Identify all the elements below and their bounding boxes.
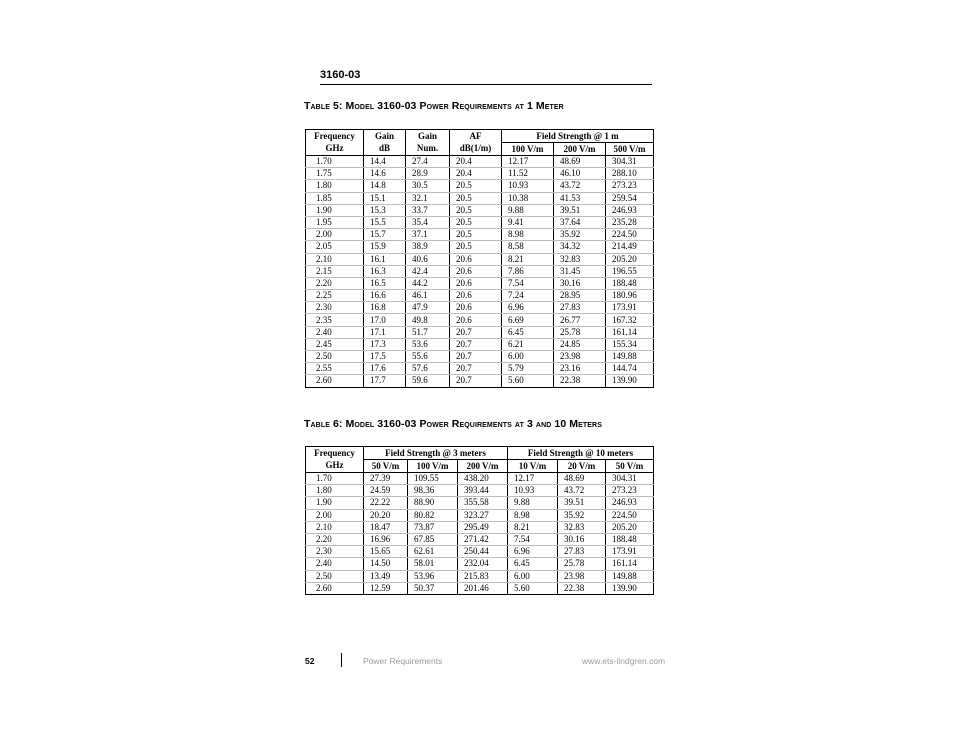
table-cell: 23.98 bbox=[558, 570, 606, 582]
table-cell: 35.92 bbox=[558, 509, 606, 521]
table-row bbox=[306, 533, 654, 545]
table-cell: 355.58 bbox=[458, 497, 508, 509]
table-cell: 5.79 bbox=[502, 363, 554, 375]
col-header-200vm: 200 V/m bbox=[554, 143, 606, 156]
col-header-frequency: Frequency bbox=[306, 447, 364, 460]
col-unit-frequency: GHz bbox=[306, 143, 364, 156]
table-cell: 1.80 bbox=[306, 180, 364, 192]
table-cell: 16.3 bbox=[364, 265, 406, 277]
col-unit-frequency: GHz bbox=[306, 460, 364, 473]
table-cell: 17.7 bbox=[364, 375, 406, 387]
table-row bbox=[306, 253, 654, 265]
table-cell: 5.60 bbox=[502, 375, 554, 387]
table-cell: 167.32 bbox=[606, 314, 654, 326]
table-cell: 38.9 bbox=[406, 241, 450, 253]
col-group-field-strength-1m: Field Strength @ 1 m bbox=[502, 130, 654, 143]
table-row bbox=[306, 338, 654, 350]
table-cell: 13.49 bbox=[364, 570, 408, 582]
table-cell: 17.0 bbox=[364, 314, 406, 326]
table-cell: 88.90 bbox=[408, 497, 458, 509]
table-cell: 15.9 bbox=[364, 241, 406, 253]
table-cell: 7.54 bbox=[508, 533, 558, 545]
table-cell: 2.40 bbox=[306, 558, 364, 570]
table-row bbox=[306, 204, 654, 216]
table-cell: 34.32 bbox=[554, 241, 606, 253]
table-cell: 14.4 bbox=[364, 156, 406, 168]
table-cell: 28.95 bbox=[554, 290, 606, 302]
table-cell: 27.39 bbox=[364, 473, 408, 485]
table-row bbox=[306, 216, 654, 228]
table-cell: 173.91 bbox=[606, 302, 654, 314]
table-cell: 2.10 bbox=[306, 253, 364, 265]
table-cell: 16.5 bbox=[364, 277, 406, 289]
table5-caption: Table 5: Model 3160-03 Power Requirements at 1 Meter bbox=[304, 100, 564, 112]
table-row bbox=[306, 277, 654, 289]
page-number: 52 bbox=[305, 656, 315, 666]
table-cell: 235.28 bbox=[606, 216, 654, 228]
table-cell: 98.36 bbox=[408, 485, 458, 497]
table-cell: 205.20 bbox=[606, 253, 654, 265]
table-row bbox=[306, 582, 654, 594]
table-cell: 39.51 bbox=[558, 497, 606, 509]
table-cell: 27.4 bbox=[406, 156, 450, 168]
table-cell: 20.5 bbox=[450, 229, 502, 241]
col-header-gain: Gain bbox=[364, 130, 406, 143]
table-cell: 30.16 bbox=[558, 533, 606, 545]
table-cell: 2.05 bbox=[306, 241, 364, 253]
table-row bbox=[306, 156, 654, 168]
table-cell: 2.20 bbox=[306, 277, 364, 289]
table-cell: 8.98 bbox=[508, 509, 558, 521]
table-cell: 24.59 bbox=[364, 485, 408, 497]
table-row bbox=[306, 521, 654, 533]
table-cell: 50.37 bbox=[408, 582, 458, 594]
table-cell: 14.6 bbox=[364, 168, 406, 180]
table-row bbox=[306, 363, 654, 375]
col-unit-gain-num: Num. bbox=[406, 143, 450, 156]
table-cell: 35.92 bbox=[554, 229, 606, 241]
table-cell: 2.40 bbox=[306, 326, 364, 338]
table-cell: 224.50 bbox=[606, 509, 654, 521]
table-cell: 9.88 bbox=[502, 204, 554, 216]
table-cell: 14.50 bbox=[364, 558, 408, 570]
table-cell: 25.78 bbox=[554, 326, 606, 338]
table-cell: 20.5 bbox=[450, 180, 502, 192]
table-cell: 2.30 bbox=[306, 302, 364, 314]
table5-body bbox=[306, 156, 654, 388]
table-cell: 2.15 bbox=[306, 265, 364, 277]
table-cell: 6.96 bbox=[502, 302, 554, 314]
table6-caption: Table 6: Model 3160-03 Power Requirements at 3 and 10 Meters bbox=[304, 418, 602, 430]
table-cell: 393.44 bbox=[458, 485, 508, 497]
table-cell: 15.1 bbox=[364, 192, 406, 204]
table-cell: 20.6 bbox=[450, 265, 502, 277]
col-header-frequency: Frequency bbox=[306, 130, 364, 143]
table-cell: 17.1 bbox=[364, 326, 406, 338]
table-cell: 2.00 bbox=[306, 509, 364, 521]
table-cell: 41.53 bbox=[554, 192, 606, 204]
table-cell: 161.14 bbox=[606, 326, 654, 338]
page-header bbox=[320, 69, 652, 85]
table-cell: 8.58 bbox=[502, 241, 554, 253]
table-cell: 188.48 bbox=[606, 277, 654, 289]
table-cell: 205.20 bbox=[606, 521, 654, 533]
table-cell: 22.22 bbox=[364, 497, 408, 509]
table-cell: 8.21 bbox=[502, 253, 554, 265]
table-row bbox=[306, 485, 654, 497]
table-cell: 67.85 bbox=[408, 533, 458, 545]
col-unit-af: dB(1/m) bbox=[450, 143, 502, 156]
table-cell: 7.54 bbox=[502, 277, 554, 289]
page-footer bbox=[0, 655, 954, 669]
col-header-10m-50vm: 50 V/m bbox=[606, 460, 654, 473]
col-unit-gain: dB bbox=[364, 143, 406, 156]
table-cell: 27.83 bbox=[554, 302, 606, 314]
table-cell: 1.85 bbox=[306, 192, 364, 204]
table-cell: 9.41 bbox=[502, 216, 554, 228]
table-row bbox=[306, 497, 654, 509]
table-cell: 43.72 bbox=[554, 180, 606, 192]
table-cell: 22.38 bbox=[558, 582, 606, 594]
table-cell: 1.90 bbox=[306, 204, 364, 216]
table-cell: 14.8 bbox=[364, 180, 406, 192]
table-cell: 224.50 bbox=[606, 229, 654, 241]
table-cell: 47.9 bbox=[406, 302, 450, 314]
table-cell: 48.69 bbox=[554, 156, 606, 168]
table-cell: 20.6 bbox=[450, 253, 502, 265]
table-cell: 48.69 bbox=[558, 473, 606, 485]
table-cell: 2.50 bbox=[306, 351, 364, 363]
table-cell: 30.16 bbox=[554, 277, 606, 289]
table-cell: 73.87 bbox=[408, 521, 458, 533]
table-cell: 39.51 bbox=[554, 204, 606, 216]
table-cell: 246.93 bbox=[606, 497, 654, 509]
table-cell: 22.38 bbox=[554, 375, 606, 387]
footer-divider bbox=[341, 653, 342, 667]
table6-body bbox=[306, 473, 654, 595]
table-cell: 18.47 bbox=[364, 521, 408, 533]
table-cell: 8.21 bbox=[508, 521, 558, 533]
table-cell: 33.7 bbox=[406, 204, 450, 216]
table-cell: 12.17 bbox=[502, 156, 554, 168]
table-cell: 20.7 bbox=[450, 326, 502, 338]
footer-section-title: Power Requirements bbox=[363, 656, 443, 666]
table-cell: 273.23 bbox=[606, 485, 654, 497]
table-cell: 10.38 bbox=[502, 192, 554, 204]
table-cell: 26.77 bbox=[554, 314, 606, 326]
table-cell: 20.5 bbox=[450, 216, 502, 228]
table-cell: 6.00 bbox=[508, 570, 558, 582]
table-cell: 32.83 bbox=[558, 521, 606, 533]
col-header-3m-100vm: 100 V/m bbox=[408, 460, 458, 473]
table-cell: 37.64 bbox=[554, 216, 606, 228]
table-cell: 161.14 bbox=[606, 558, 654, 570]
table-cell: 24.85 bbox=[554, 338, 606, 350]
table-cell: 5.60 bbox=[508, 582, 558, 594]
table-cell: 304.31 bbox=[606, 156, 654, 168]
table-cell: 58.01 bbox=[408, 558, 458, 570]
table-row bbox=[306, 180, 654, 192]
table-cell: 16.1 bbox=[364, 253, 406, 265]
table-cell: 2.60 bbox=[306, 582, 364, 594]
table-cell: 8.98 bbox=[502, 229, 554, 241]
table-cell: 51.7 bbox=[406, 326, 450, 338]
table-row bbox=[306, 326, 654, 338]
table-row bbox=[306, 509, 654, 521]
table-cell: 9.88 bbox=[508, 497, 558, 509]
table-cell: 15.65 bbox=[364, 546, 408, 558]
table-cell: 1.80 bbox=[306, 485, 364, 497]
table-cell: 20.7 bbox=[450, 338, 502, 350]
table-row bbox=[306, 473, 654, 485]
table-cell: 55.6 bbox=[406, 351, 450, 363]
table-cell: 149.88 bbox=[606, 351, 654, 363]
table-cell: 59.6 bbox=[406, 375, 450, 387]
table-row bbox=[306, 546, 654, 558]
table-cell: 1.70 bbox=[306, 156, 364, 168]
table-cell: 109.55 bbox=[408, 473, 458, 485]
table-cell: 6.69 bbox=[502, 314, 554, 326]
table-cell: 40.6 bbox=[406, 253, 450, 265]
col-group-field-strength-3m: Field Strength @ 3 meters bbox=[364, 447, 508, 460]
table-cell: 139.90 bbox=[606, 375, 654, 387]
table-cell: 6.21 bbox=[502, 338, 554, 350]
table-cell: 139.90 bbox=[606, 582, 654, 594]
table-cell: 20.20 bbox=[364, 509, 408, 521]
table-cell: 53.6 bbox=[406, 338, 450, 350]
table-cell: 15.5 bbox=[364, 216, 406, 228]
table-cell: 215.83 bbox=[458, 570, 508, 582]
table-cell: 37.1 bbox=[406, 229, 450, 241]
table-cell: 214.49 bbox=[606, 241, 654, 253]
table-cell: 23.98 bbox=[554, 351, 606, 363]
table-cell: 2.00 bbox=[306, 229, 364, 241]
table-row bbox=[306, 558, 654, 570]
col-group-field-strength-10m: Field Strength @ 10 meters bbox=[508, 447, 654, 460]
table-cell: 25.78 bbox=[558, 558, 606, 570]
table-cell: 323.27 bbox=[458, 509, 508, 521]
table-cell: 10.93 bbox=[502, 180, 554, 192]
col-header-gain-num: Gain bbox=[406, 130, 450, 143]
table-cell: 2.10 bbox=[306, 521, 364, 533]
table-cell: 57.6 bbox=[406, 363, 450, 375]
table-cell: 6.00 bbox=[502, 351, 554, 363]
table-cell: 1.70 bbox=[306, 473, 364, 485]
table-cell: 6.45 bbox=[508, 558, 558, 570]
table-cell: 2.45 bbox=[306, 338, 364, 350]
table-cell: 288.10 bbox=[606, 168, 654, 180]
table-cell: 1.95 bbox=[306, 216, 364, 228]
table-cell: 23.16 bbox=[554, 363, 606, 375]
table-cell: 42.4 bbox=[406, 265, 450, 277]
table-cell: 2.50 bbox=[306, 570, 364, 582]
table-cell: 2.60 bbox=[306, 375, 364, 387]
table-cell: 80.82 bbox=[408, 509, 458, 521]
col-header-10m-20vm: 20 V/m bbox=[558, 460, 606, 473]
col-header-100vm: 100 V/m bbox=[502, 143, 554, 156]
table-row bbox=[306, 351, 654, 363]
table-row bbox=[306, 570, 654, 582]
table-cell: 20.7 bbox=[450, 351, 502, 363]
table-row bbox=[306, 168, 654, 180]
table-cell: 196.55 bbox=[606, 265, 654, 277]
table-cell: 1.75 bbox=[306, 168, 364, 180]
table-cell: 53.96 bbox=[408, 570, 458, 582]
table-cell: 62.61 bbox=[408, 546, 458, 558]
table-cell: 155.34 bbox=[606, 338, 654, 350]
table-cell: 43.72 bbox=[558, 485, 606, 497]
table-cell: 16.6 bbox=[364, 290, 406, 302]
table-cell: 180.96 bbox=[606, 290, 654, 302]
table-cell: 188.48 bbox=[606, 533, 654, 545]
table-cell: 304.31 bbox=[606, 473, 654, 485]
table-cell: 28.9 bbox=[406, 168, 450, 180]
table-cell: 250.44 bbox=[458, 546, 508, 558]
table-cell: 273.23 bbox=[606, 180, 654, 192]
table-cell: 20.4 bbox=[450, 156, 502, 168]
table-cell: 46.1 bbox=[406, 290, 450, 302]
footer-url: www.ets-lindgren.com bbox=[582, 656, 666, 666]
table-cell: 20.7 bbox=[450, 363, 502, 375]
table-cell: 20.6 bbox=[450, 314, 502, 326]
table6-power-requirements-3m-10m bbox=[305, 446, 654, 595]
table-cell: 32.1 bbox=[406, 192, 450, 204]
table-cell: 1.90 bbox=[306, 497, 364, 509]
table-row bbox=[306, 302, 654, 314]
table-cell: 7.24 bbox=[502, 290, 554, 302]
table-row bbox=[306, 314, 654, 326]
col-header-500vm: 500 V/m bbox=[606, 143, 654, 156]
col-header-af: AF bbox=[450, 130, 502, 143]
table-cell: 2.35 bbox=[306, 314, 364, 326]
table-cell: 12.59 bbox=[364, 582, 408, 594]
table-cell: 35.4 bbox=[406, 216, 450, 228]
table-cell: 49.8 bbox=[406, 314, 450, 326]
table-cell: 246.93 bbox=[606, 204, 654, 216]
table-cell: 7.86 bbox=[502, 265, 554, 277]
table-cell: 30.5 bbox=[406, 180, 450, 192]
table-row bbox=[306, 241, 654, 253]
table-row bbox=[306, 290, 654, 302]
table-cell: 144.74 bbox=[606, 363, 654, 375]
table-cell: 438.20 bbox=[458, 473, 508, 485]
table-cell: 10.93 bbox=[508, 485, 558, 497]
table-cell: 2.55 bbox=[306, 363, 364, 375]
table-cell: 20.6 bbox=[450, 277, 502, 289]
table-cell: 20.5 bbox=[450, 204, 502, 216]
table-cell: 2.25 bbox=[306, 290, 364, 302]
table-cell: 20.5 bbox=[450, 192, 502, 204]
table-cell: 27.83 bbox=[558, 546, 606, 558]
table-cell: 2.20 bbox=[306, 533, 364, 545]
table-cell: 2.30 bbox=[306, 546, 364, 558]
table5-power-requirements-1m bbox=[305, 129, 654, 388]
table-row bbox=[306, 192, 654, 204]
table-cell: 44.2 bbox=[406, 277, 450, 289]
model-title: 3160-03 bbox=[320, 69, 361, 81]
table-cell: 271.42 bbox=[458, 533, 508, 545]
table-cell: 16.8 bbox=[364, 302, 406, 314]
table-cell: 295.49 bbox=[458, 521, 508, 533]
table-cell: 11.52 bbox=[502, 168, 554, 180]
table-cell: 6.96 bbox=[508, 546, 558, 558]
table-cell: 17.3 bbox=[364, 338, 406, 350]
table-cell: 12.17 bbox=[508, 473, 558, 485]
table-row bbox=[306, 229, 654, 241]
table-cell: 46.10 bbox=[554, 168, 606, 180]
table-cell: 32.83 bbox=[554, 253, 606, 265]
table-cell: 173.91 bbox=[606, 546, 654, 558]
col-header-10m-10vm: 10 V/m bbox=[508, 460, 558, 473]
table-cell: 259.54 bbox=[606, 192, 654, 204]
table-cell: 20.5 bbox=[450, 241, 502, 253]
table-cell: 17.6 bbox=[364, 363, 406, 375]
table-cell: 149.88 bbox=[606, 570, 654, 582]
table-cell: 6.45 bbox=[502, 326, 554, 338]
table-row bbox=[306, 375, 654, 387]
table-cell: 201.46 bbox=[458, 582, 508, 594]
table-cell: 20.7 bbox=[450, 375, 502, 387]
table-cell: 20.6 bbox=[450, 290, 502, 302]
table-cell: 232.04 bbox=[458, 558, 508, 570]
col-header-3m-200vm: 200 V/m bbox=[458, 460, 508, 473]
table-cell: 31.45 bbox=[554, 265, 606, 277]
table-row bbox=[306, 265, 654, 277]
table-cell: 16.96 bbox=[364, 533, 408, 545]
table-cell: 17.5 bbox=[364, 351, 406, 363]
col-header-3m-50vm: 50 V/m bbox=[364, 460, 408, 473]
table-cell: 20.6 bbox=[450, 302, 502, 314]
table-cell: 15.7 bbox=[364, 229, 406, 241]
table-cell: 15.3 bbox=[364, 204, 406, 216]
table-cell: 20.4 bbox=[450, 168, 502, 180]
